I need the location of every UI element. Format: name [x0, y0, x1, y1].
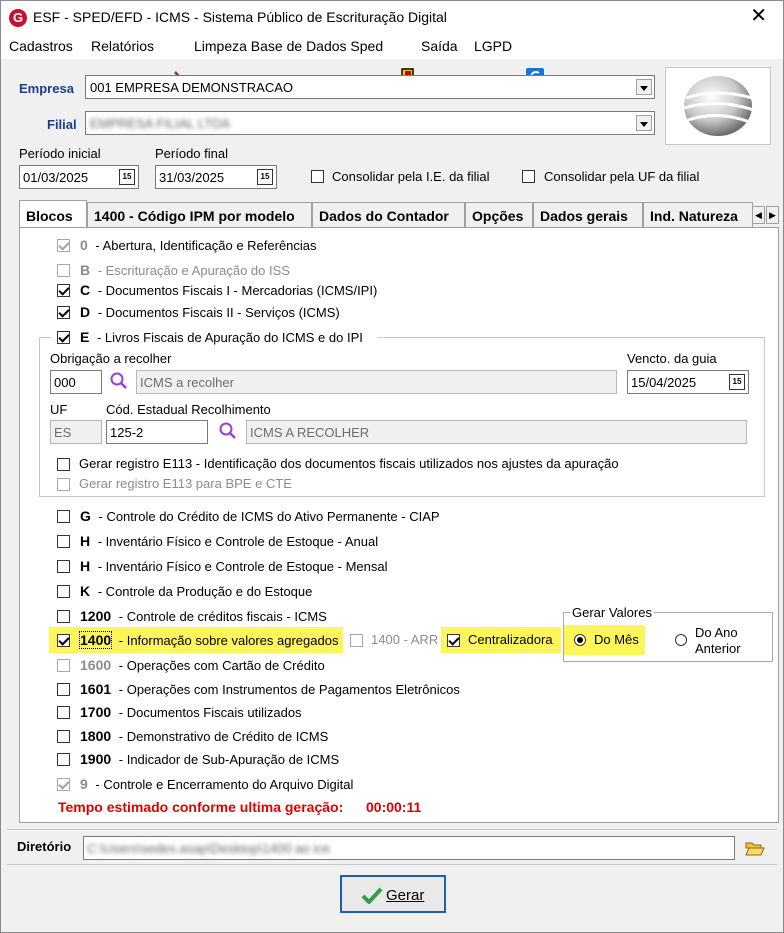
bloco-k-label — [80, 583, 312, 599]
e113-label: Gerar registro E113 - Identificação dos documentos fiscais utilizados nos ajustes da apuração — [79, 456, 619, 471]
tab-ind-natureza[interactable]: Ind. Natureza — [643, 202, 753, 228]
periodo-final-value: 31/03/2025 — [159, 170, 225, 185]
menu-limpeza[interactable]: Limpeza Base de Dados Sped — [194, 38, 384, 54]
chevron-down-icon[interactable] — [636, 115, 652, 131]
e113-bpe-label: Gerar registro E113 para BPE e CTE — [79, 476, 292, 491]
bloco-g-checkbox[interactable] — [57, 510, 70, 523]
gerar-valores-title: Gerar Valores — [572, 605, 652, 620]
do-mes-radio[interactable] — [574, 634, 586, 646]
bloco-1400-desc: - Informação sobre valores agregados — [115, 633, 339, 648]
bloco-1900-checkbox[interactable] — [57, 753, 70, 766]
bloco-1600-checkbox[interactable] — [57, 659, 70, 672]
bloco-1601-code: 1601 — [80, 681, 112, 697]
bloco-1601-label — [80, 681, 460, 697]
bloco-0-checkbox[interactable] — [57, 239, 70, 252]
bloco-1900-desc: - Indicador de Sub-Apuração de ICMS — [115, 752, 340, 767]
bloco-1600-desc: - Operações com Cartão de Crédito — [115, 658, 325, 673]
gerar-button-label: Gerar — [386, 887, 425, 904]
cod-estadual-desc-field — [246, 420, 747, 444]
bloco-1600-code: 1600 — [80, 657, 112, 673]
bloco-h-mensal-desc: - Inventário Físico e Controle de Estoque - Mensal — [94, 559, 388, 574]
menu-saida[interactable]: Saída — [421, 38, 458, 54]
calendar-icon[interactable]: 15 — [729, 374, 745, 390]
window-title: ESF - SPED/EFD - ICMS - Sistema Público de Escrituração Digital — [33, 9, 447, 25]
obrigacao-desc-field — [136, 370, 617, 394]
cod-estadual-label: Cód. Estadual Recolhimento — [106, 402, 271, 417]
tab-1400-codigo-ipm[interactable]: 1400 - Código IPM por modelo — [87, 202, 312, 228]
filial-label: Filial — [47, 117, 77, 132]
bloco-1400-arr-label: 1400 - ARR — [371, 632, 439, 647]
bloco-1800-code: 1800 — [80, 728, 112, 744]
bloco-k-checkbox[interactable] — [57, 585, 70, 598]
uf-value: ES — [54, 425, 72, 440]
periodo-inicial-value: 01/03/2025 — [23, 170, 89, 185]
bloco-0-desc: - Abertura, Identificação e Referências — [91, 238, 317, 253]
tab-scroll-right-icon[interactable]: ▶ — [766, 206, 779, 224]
tempo-estimado-label: Tempo estimado conforme ultima geração: — [58, 799, 344, 815]
bloco-h-anual-desc: - Inventário Físico e Controle de Estoque - Anual — [94, 534, 379, 549]
bloco-1400-code: 1400 — [80, 632, 112, 648]
diretorio-input[interactable] — [83, 836, 735, 860]
folder-open-icon[interactable] — [745, 839, 765, 857]
search-icon[interactable] — [218, 421, 238, 441]
bloco-h-anual-checkbox[interactable] — [57, 535, 70, 548]
bloco-b-desc: - Escrituração e Apuração do ISS — [94, 263, 290, 278]
obrigacao-desc-value: ICMS a recolher — [140, 375, 234, 390]
obrigacao-code-value: 000 — [54, 375, 76, 390]
bloco-1600-label — [80, 657, 325, 673]
bloco-d-code: D — [80, 304, 91, 320]
bloco-e-label — [80, 329, 363, 345]
cod-estadual-value: 125-2 — [110, 425, 144, 440]
vencto-label: Vencto. da guia — [627, 351, 717, 366]
obrigacao-label: Obrigação a recolher — [50, 351, 172, 366]
empresa-select[interactable] — [85, 75, 655, 99]
tab-bar — [19, 202, 783, 228]
bloco-g-code: G — [80, 508, 91, 524]
search-icon[interactable] — [109, 371, 129, 391]
tab-scroll-left-icon[interactable]: ◀ — [752, 206, 765, 224]
centralizadora-label: Centralizadora — [468, 632, 553, 647]
cod-estadual-desc-value: ICMS A RECOLHER — [250, 425, 370, 440]
bloco-1700-code: 1700 — [80, 704, 112, 720]
empresa-value: 001 EMPRESA DEMONSTRACAO — [90, 80, 293, 95]
vencto-input[interactable] — [627, 370, 749, 394]
bloco-0-code: 0 — [80, 237, 88, 253]
bloco-0-label — [80, 237, 317, 253]
bloco-1601-checkbox[interactable] — [57, 683, 70, 696]
diretorio-label: Diretório — [17, 839, 72, 854]
tab-dados-contador[interactable]: Dados do Contador — [312, 202, 465, 228]
bloco-1400-arr-checkbox[interactable] — [350, 634, 363, 647]
bloco-9-label — [80, 776, 353, 792]
bloco-1400-checkbox[interactable] — [57, 634, 70, 647]
do-mes-label: Do Mês — [594, 632, 639, 647]
calendar-icon[interactable]: 15 — [257, 169, 273, 185]
app-logo-icon: G — [9, 9, 27, 27]
bloco-k-desc: - Controle da Produção e do Estoque — [94, 584, 313, 599]
bloco-b-label — [80, 262, 290, 278]
vencto-value: 15/04/2025 — [631, 375, 697, 390]
bloco-c-code: C — [80, 282, 91, 298]
menu-bar — [1, 33, 783, 59]
bloco-1400-label — [80, 632, 338, 648]
do-ano-anterior-radio[interactable] — [675, 634, 687, 646]
consolidar-ie-checkbox[interactable] — [311, 170, 324, 183]
periodo-inicial-label: Período inicial — [19, 146, 101, 161]
company-logo-box — [665, 67, 771, 145]
bloco-h-anual-label — [80, 533, 378, 549]
menu-lgpd[interactable]: LGPD — [474, 38, 513, 54]
consolidar-ie-label: Consolidar pela I.E. da filial — [332, 169, 490, 184]
centralizadora-checkbox[interactable] — [447, 634, 460, 647]
bloco-k-code: K — [80, 583, 91, 599]
menu-relatorios[interactable]: Relatórios — [91, 38, 155, 54]
bloco-d-label — [80, 304, 340, 320]
bloco-9-code: 9 — [80, 776, 88, 792]
e113-checkbox[interactable] — [57, 458, 70, 471]
bloco-c-label — [80, 282, 377, 298]
bloco-e-checkbox[interactable] — [57, 331, 70, 344]
filial-value: EMPRESA FILIAL LTDA — [90, 116, 231, 131]
bloco-1200-label — [80, 608, 327, 624]
do-ano-label-line2: Anterior — [695, 641, 741, 656]
bloco-g-desc: - Controle do Crédito de ICMS do Ativo Permanente - CIAP — [94, 509, 440, 524]
periodo-final-input[interactable] — [155, 165, 277, 189]
tempo-estimado-value: 00:00:11 — [366, 799, 422, 815]
e113-bpe-checkbox[interactable] — [57, 478, 70, 491]
cod-estadual-input[interactable] — [106, 420, 208, 444]
tab-blocos[interactable]: Blocos — [19, 200, 87, 228]
bloco-9-desc: - Controle e Encerramento do Arquivo Digital — [91, 777, 354, 792]
diretorio-value: C:\Users\sedes.asap\Desktop\1400 ao ice — [87, 841, 330, 856]
bloco-b-code: B — [80, 262, 91, 278]
bloco-e-code: E — [80, 329, 90, 345]
periodo-inicial-input[interactable] — [19, 165, 139, 189]
tab-opcoes[interactable]: Opções — [465, 202, 533, 228]
bloco-1900-code: 1900 — [80, 751, 112, 767]
calendar-icon[interactable]: 15 — [119, 169, 135, 185]
bloco-h-mensal-label — [80, 558, 388, 574]
tab-dados-gerais[interactable]: Dados gerais — [533, 202, 643, 228]
bloco-g-label — [80, 508, 440, 524]
filial-select[interactable] — [85, 111, 655, 135]
consolidar-uf-checkbox[interactable] — [522, 170, 535, 183]
check-icon — [361, 886, 383, 904]
obrigacao-code-input[interactable] — [50, 370, 102, 394]
close-icon[interactable]: ✕ — [750, 5, 767, 27]
bloco-1601-desc: - Operações com Instrumentos de Pagamentos Eletrônicos — [115, 682, 460, 697]
bloco-9-checkbox[interactable] — [57, 778, 70, 791]
bloco-1700-desc: - Documentos Fiscais utilizados — [115, 705, 302, 720]
bloco-c-checkbox[interactable] — [57, 284, 70, 297]
bloco-1700-label — [80, 704, 302, 720]
empresa-label: Empresa — [19, 81, 74, 96]
gerar-button[interactable] — [340, 875, 446, 913]
bloco-1800-checkbox[interactable] — [57, 730, 70, 743]
consolidar-uf-label: Consolidar pela UF da filial — [544, 169, 700, 184]
bloco-1700-checkbox[interactable] — [57, 706, 70, 719]
bloco-1200-desc: - Controle de créditos fiscais - ICMS — [115, 609, 327, 624]
bloco-h-anual-code: H — [80, 533, 91, 549]
globe-logo-icon — [666, 68, 770, 144]
bloco-h-mensal-code: H — [80, 558, 91, 574]
bloco-h-mensal-checkbox[interactable] — [57, 560, 70, 573]
bloco-1900-label — [80, 751, 339, 767]
menu-cadastros[interactable]: Cadastros — [9, 38, 73, 54]
periodo-final-label: Período final — [155, 146, 228, 161]
title-bar — [1, 1, 783, 33]
bloco-1200-code: 1200 — [80, 608, 112, 624]
bloco-c-desc: - Documentos Fiscais I - Mercadorias (ICMS/IPI) — [94, 283, 378, 298]
chevron-down-icon[interactable] — [636, 79, 652, 95]
bloco-d-checkbox[interactable] — [57, 306, 70, 319]
bloco-1800-label — [80, 728, 328, 744]
bloco-1800-desc: - Demonstrativo de Crédito de ICMS — [115, 729, 329, 744]
bloco-d-desc: - Documentos Fiscais II - Serviços (ICMS) — [94, 305, 340, 320]
do-ano-label-line1: Do Ano — [695, 625, 738, 640]
uf-label: UF — [50, 402, 68, 417]
bloco-1200-checkbox[interactable] — [57, 610, 70, 623]
bloco-e-desc: - Livros Fiscais de Apuração do ICMS e do IPI — [93, 330, 363, 345]
bloco-b-checkbox[interactable] — [57, 264, 70, 277]
uf-field — [50, 420, 102, 444]
